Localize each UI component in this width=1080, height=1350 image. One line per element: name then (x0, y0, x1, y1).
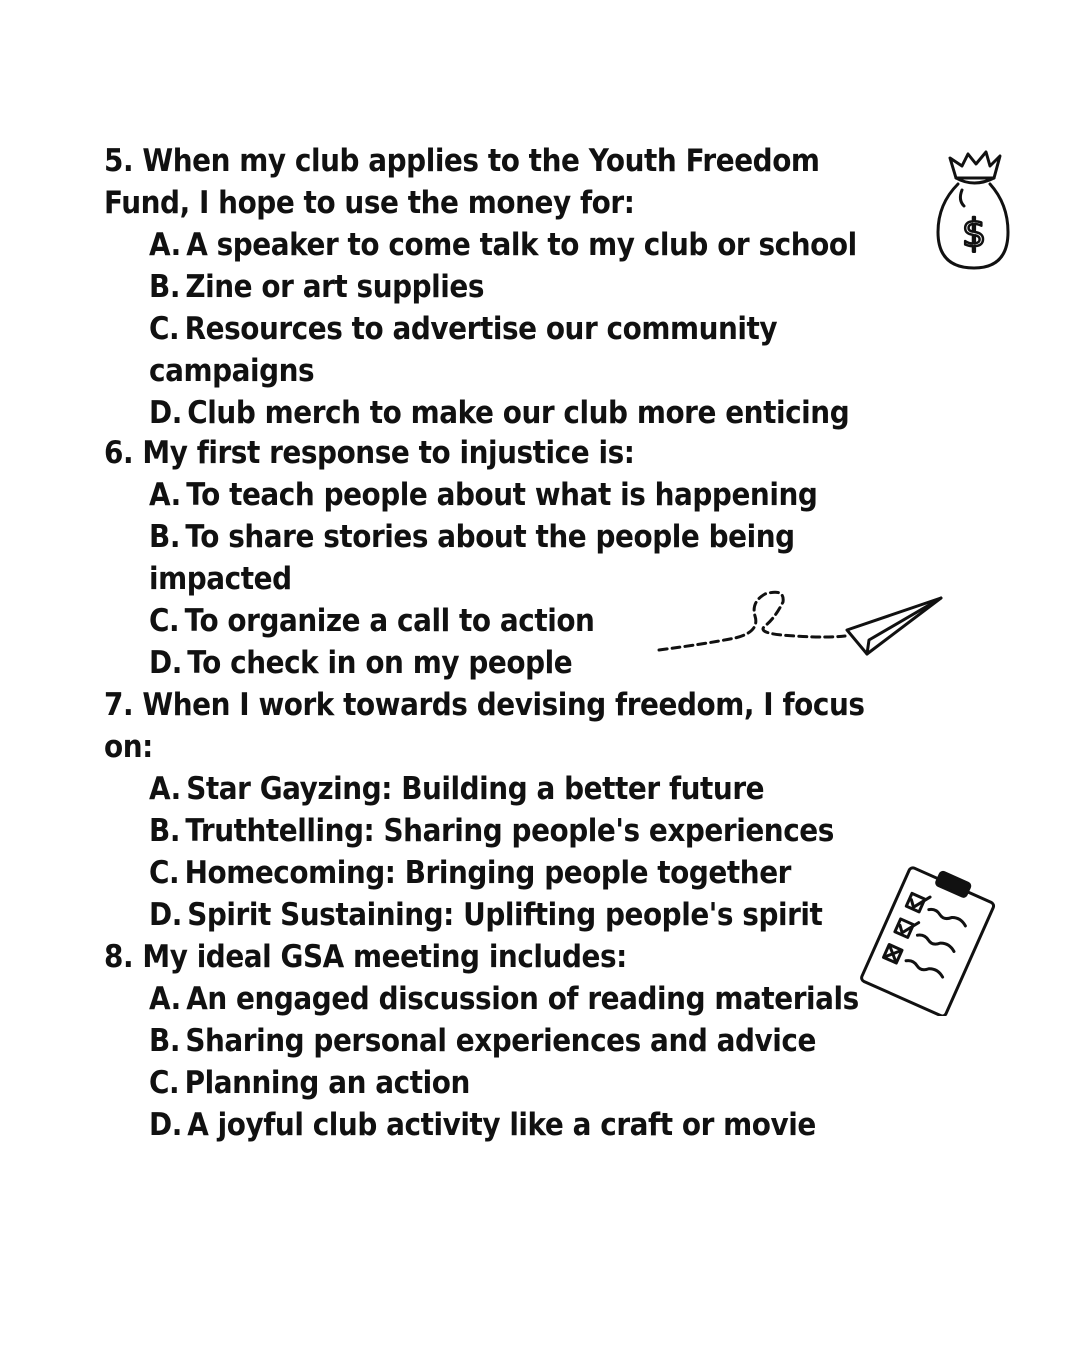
option-letter: A. (149, 981, 181, 1017)
option-text: Spirit Sustaining: Uplifting people's spirit (187, 897, 823, 933)
option-text: A speaker to come talk to my club or school (186, 227, 857, 263)
option-a (104, 978, 914, 1020)
option-b (104, 1020, 914, 1062)
option-letter: C. (149, 1065, 180, 1101)
option-d (104, 894, 914, 936)
option-text: Planning an action (184, 1065, 470, 1101)
money-bag-icon (928, 140, 1018, 280)
option-text: Resources to advertise our community campaigns (149, 311, 778, 389)
option-letter: D. (149, 645, 182, 681)
option-c (104, 852, 914, 894)
option-text: To teach people about what is happening (186, 477, 818, 513)
option-letter: B. (149, 813, 180, 849)
option-a (104, 768, 914, 810)
option-text: To check in on my people (187, 645, 573, 681)
option-text: An engaged discussion of reading materials (186, 981, 859, 1017)
paper-plane-icon (655, 578, 945, 658)
question-5 (104, 140, 914, 434)
option-letter: C. (149, 311, 180, 347)
option-a (104, 474, 914, 516)
option-text: Star Gayzing: Building a better future (186, 771, 765, 807)
option-letter: D. (149, 395, 182, 431)
option-c (104, 308, 914, 392)
clipboard-checklist-icon (856, 866, 1001, 1016)
option-text: Sharing personal experiences and advice (185, 1023, 816, 1059)
option-d (104, 1104, 914, 1146)
question-stem: 6. My first response to injustice is: (104, 435, 635, 471)
option-text: A joyful club activity like a craft or movie (187, 1107, 816, 1143)
svg-text:$: $ (962, 211, 987, 255)
option-c (104, 1062, 914, 1104)
question-stem: 5. When my club applies to the Youth Freedom Fund, I hope to use the money for: (104, 143, 820, 221)
option-text: Zine or art supplies (185, 269, 485, 305)
option-letter: D. (149, 897, 182, 933)
option-letter: B. (149, 1023, 180, 1059)
option-letter: C. (149, 603, 180, 639)
option-letter: C. (149, 855, 180, 891)
option-letter: D. (149, 1107, 182, 1143)
question-7 (104, 684, 914, 936)
option-b (104, 266, 914, 308)
option-text: To share stories about the people being impacted (149, 519, 795, 597)
option-letter: B. (149, 269, 180, 305)
option-text: Truthtelling: Sharing people's experiences (185, 813, 834, 849)
question-stem: 8. My ideal GSA meeting includes: (104, 939, 627, 975)
option-a (104, 224, 914, 266)
option-text: To organize a call to action (184, 603, 595, 639)
option-letter: A. (149, 477, 181, 513)
question-stem: 7. When I work towards devising freedom, I focus on: (104, 687, 865, 765)
option-letter: A. (149, 227, 181, 263)
option-text: Club merch to make our club more enticing (187, 395, 850, 431)
option-b (104, 810, 914, 852)
option-d (104, 392, 914, 434)
option-letter: A. (149, 771, 181, 807)
question-8 (104, 936, 914, 1146)
option-letter: B. (149, 519, 180, 555)
option-text: Homecoming: Bringing people together (184, 855, 791, 891)
